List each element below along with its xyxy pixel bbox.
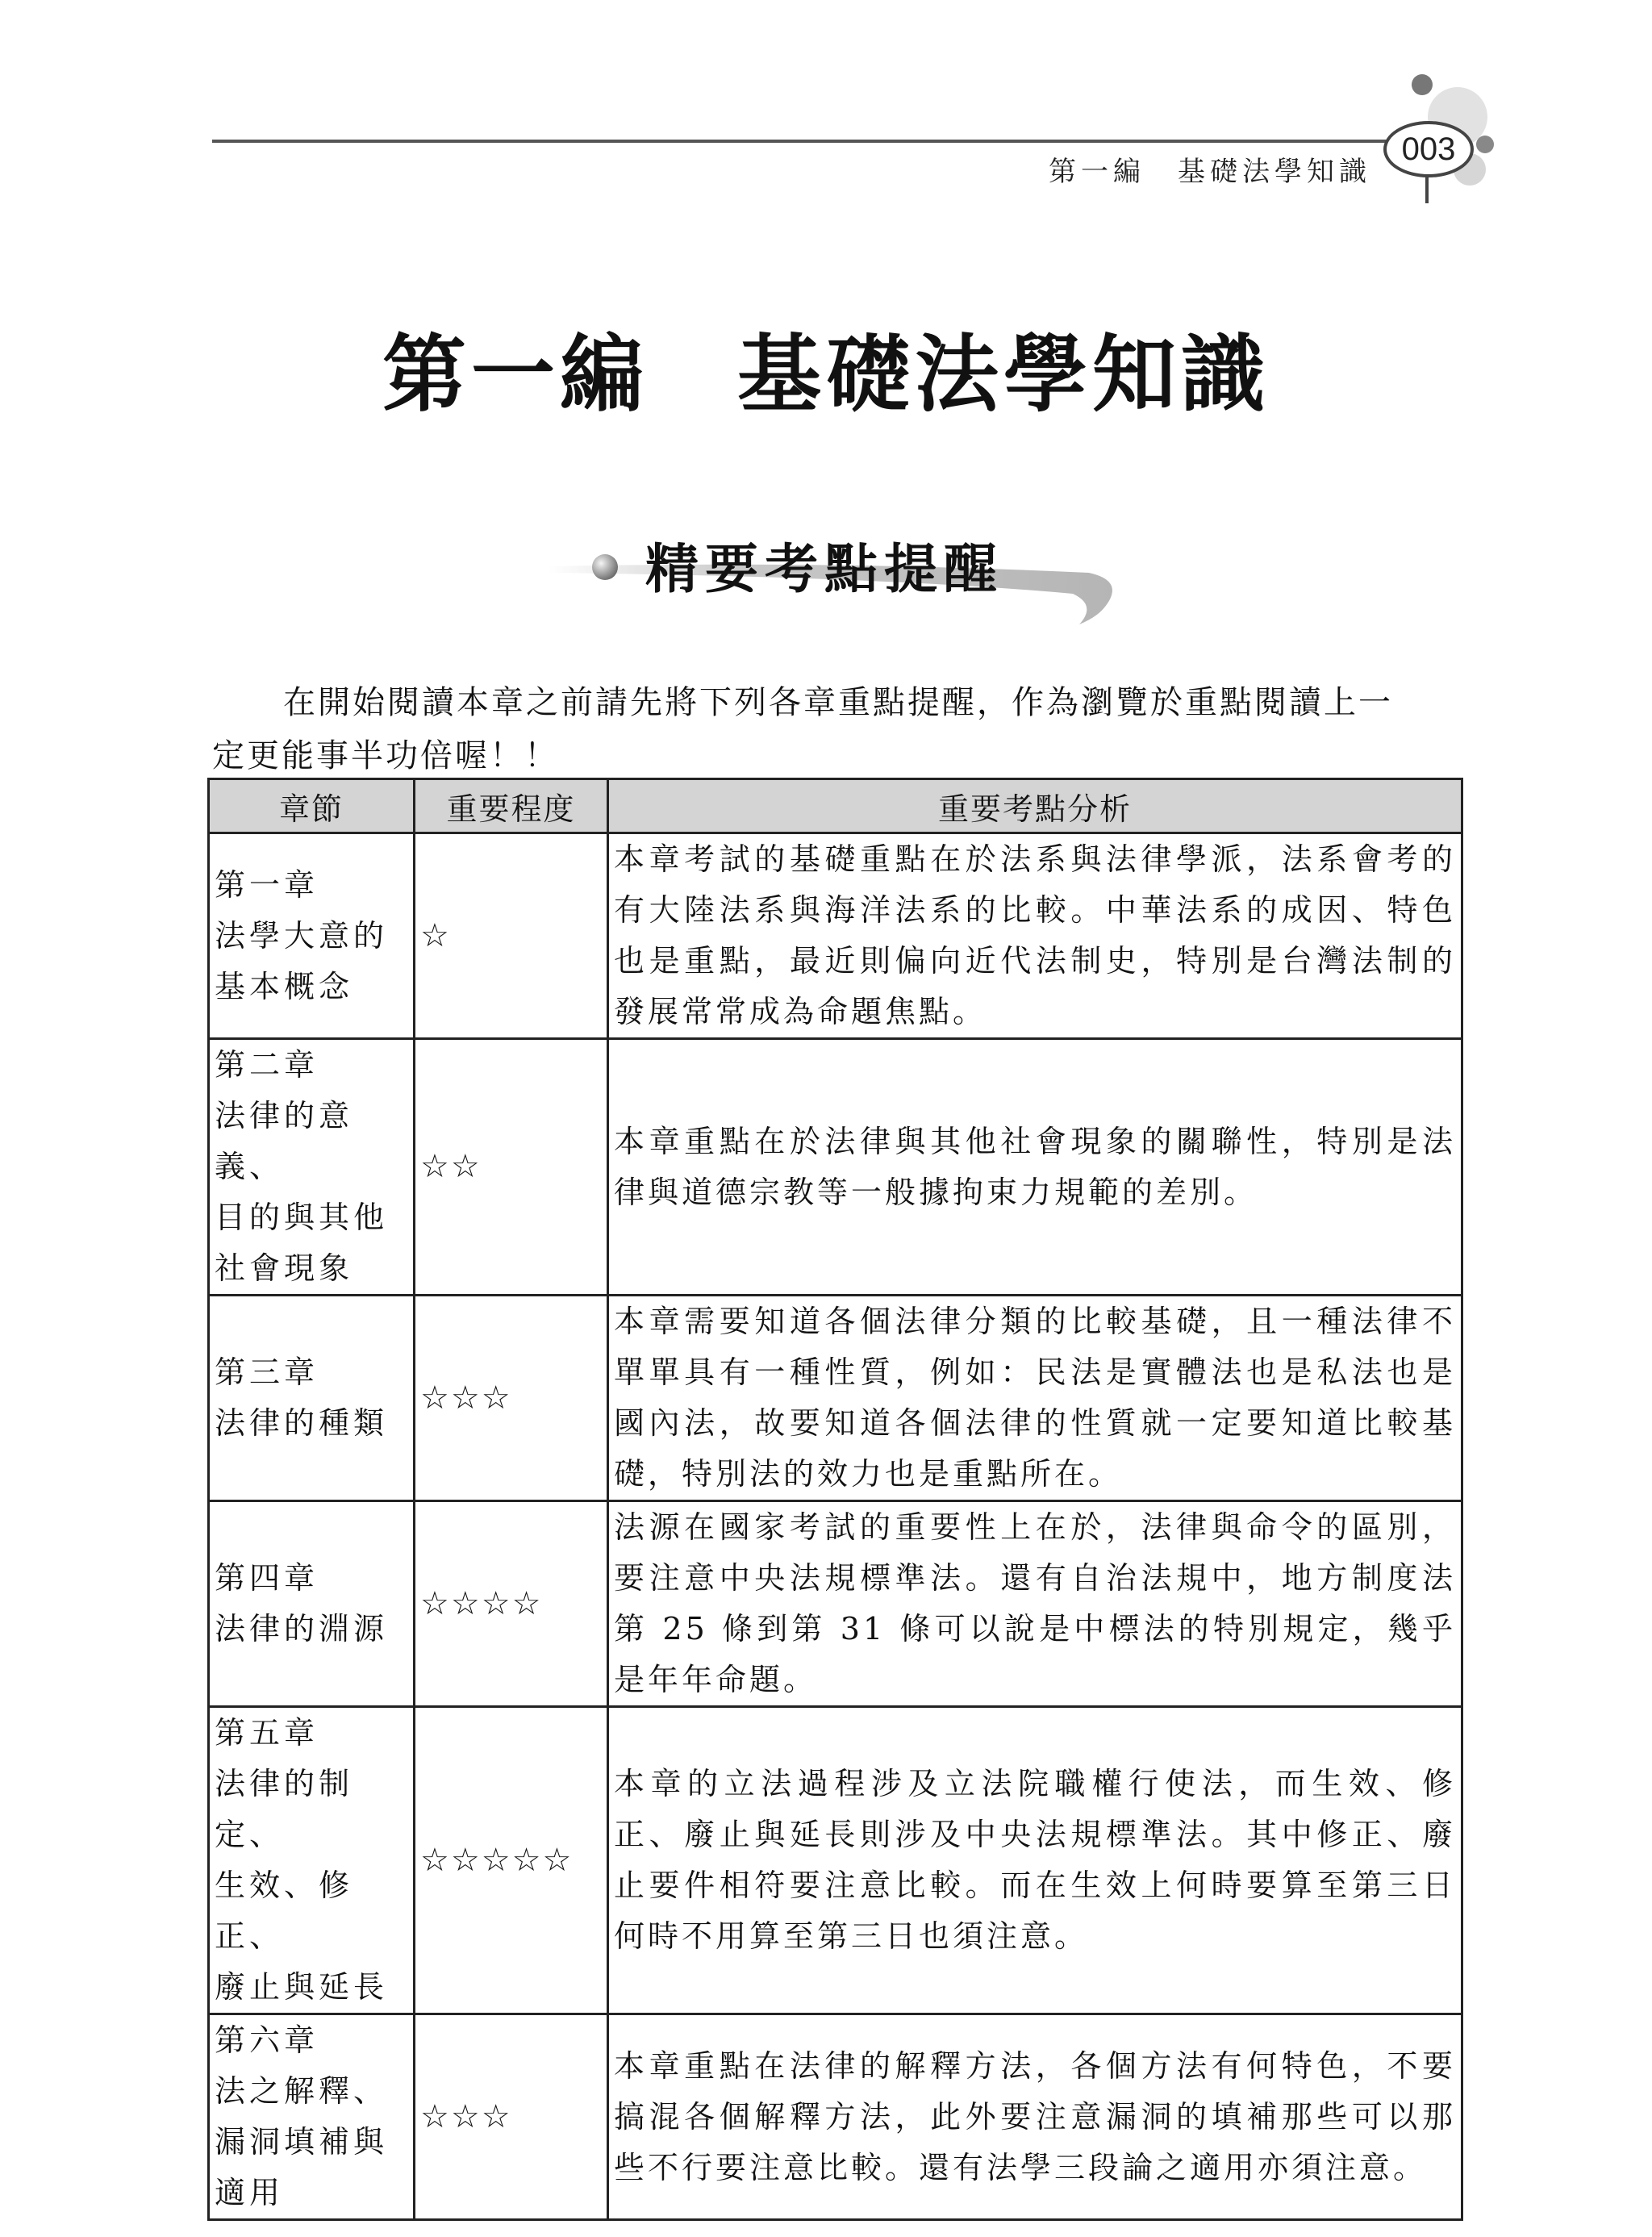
analysis-cell: 本章需要知道各個法律分類的比較基礎，且一種法律不單單具有一種性質，例如：民法是實體法也是私法也是國內法，故要知道各個法律的性質就一定要知道比較基礎，特別法的效力也是重點所在。 <box>608 1296 1462 1501</box>
table-row <box>209 2014 1462 2220</box>
importance-stars: ☆☆☆ <box>415 2014 608 2220</box>
decorative-dot <box>1412 74 1433 95</box>
intro-paragraph <box>212 676 1458 783</box>
page-badge-stem <box>1425 174 1429 203</box>
intro-line-1: 在開始閱讀本章之前請先將下列各章重點提醒，作為瀏覽於重點閱讀上一 <box>283 684 1393 721</box>
column-header-chapter: 章節 <box>209 779 415 833</box>
table-row <box>209 833 1462 1039</box>
column-header-importance: 重要程度 <box>415 779 608 833</box>
analysis-cell: 本章重點在法律的解釋方法，各個方法有何特色，不要搞混各個解釋方法，此外要注意漏洞的填補那些可以那些不行要注意比較。還有法學三段論之適用亦須注意。 <box>608 2014 1462 2220</box>
chapter-cell: 第六章 法之解釋、 漏洞填補與 適用 <box>209 2014 415 2220</box>
table-row <box>209 1296 1462 1501</box>
chapter-cell: 第三章 法律的種類 <box>209 1296 415 1501</box>
analysis-cell: 本章考試的基礎重點在於法系與法律學派，法系會考的有大陸法系與海洋法系的比較。中華法系的成因、特色也是重點，最近則偏向近代法制史，特別是台灣法制的發展常常成為命題焦點。 <box>608 833 1462 1039</box>
table-header-row <box>209 779 1462 833</box>
analysis-cell: 本章的立法過程涉及立法院職權行使法，而生效、修正、廢止與延長則涉及中央法規標準法。其中修正、廢止要件相符要注意比較。而在生效上何時要算至第三日何時不用算至第三日也須注意。 <box>608 1707 1462 2014</box>
page-number: 003 <box>1383 121 1474 177</box>
section-heading: 精要考點提醒 <box>645 538 1003 600</box>
importance-stars: ☆☆☆☆ <box>415 1501 608 1707</box>
table-row <box>209 1501 1462 1707</box>
decorative-dot <box>1476 136 1494 153</box>
chapter-cell: 第五章 法律的制定、 生效、修正、 廢止與延長 <box>209 1707 415 2014</box>
analysis-cell: 本章重點在於法律與其他社會現象的關聯性，特別是法律與道德宗教等一般據拘束力規範的差別。 <box>608 1039 1462 1296</box>
table-row <box>209 1707 1462 2014</box>
importance-stars: ☆ <box>415 833 608 1039</box>
chapter-cell: 第一章 法學大意的 基本概念 <box>209 833 415 1039</box>
analysis-cell: 法源在國家考試的重要性上在於，法律與命令的區別，要注意中央法規標準法。還有自治法規中，地方制度法第 25 條到第 31 條可以說是中標法的特別規定，幾乎是年年命題。 <box>608 1501 1462 1707</box>
importance-stars: ☆☆☆ <box>415 1296 608 1501</box>
importance-stars: ☆☆ <box>415 1039 608 1296</box>
table-row <box>209 1039 1462 1296</box>
key-points-table <box>207 778 1463 2221</box>
chapter-cell: 第四章 法律的淵源 <box>209 1501 415 1707</box>
header-rule <box>212 140 1406 143</box>
chapter-cell: 第二章 法律的意義、 目的與其他 社會現象 <box>209 1039 415 1296</box>
importance-stars: ☆☆☆☆☆ <box>415 1707 608 2014</box>
column-header-analysis: 重要考點分析 <box>608 779 1462 833</box>
running-head: 第一編 基礎法學知識 <box>1049 156 1371 188</box>
part-title: 第一編 基礎法學知識 <box>382 324 1270 424</box>
intro-line-2: 定更能事半功倍喔！！ <box>212 737 559 774</box>
